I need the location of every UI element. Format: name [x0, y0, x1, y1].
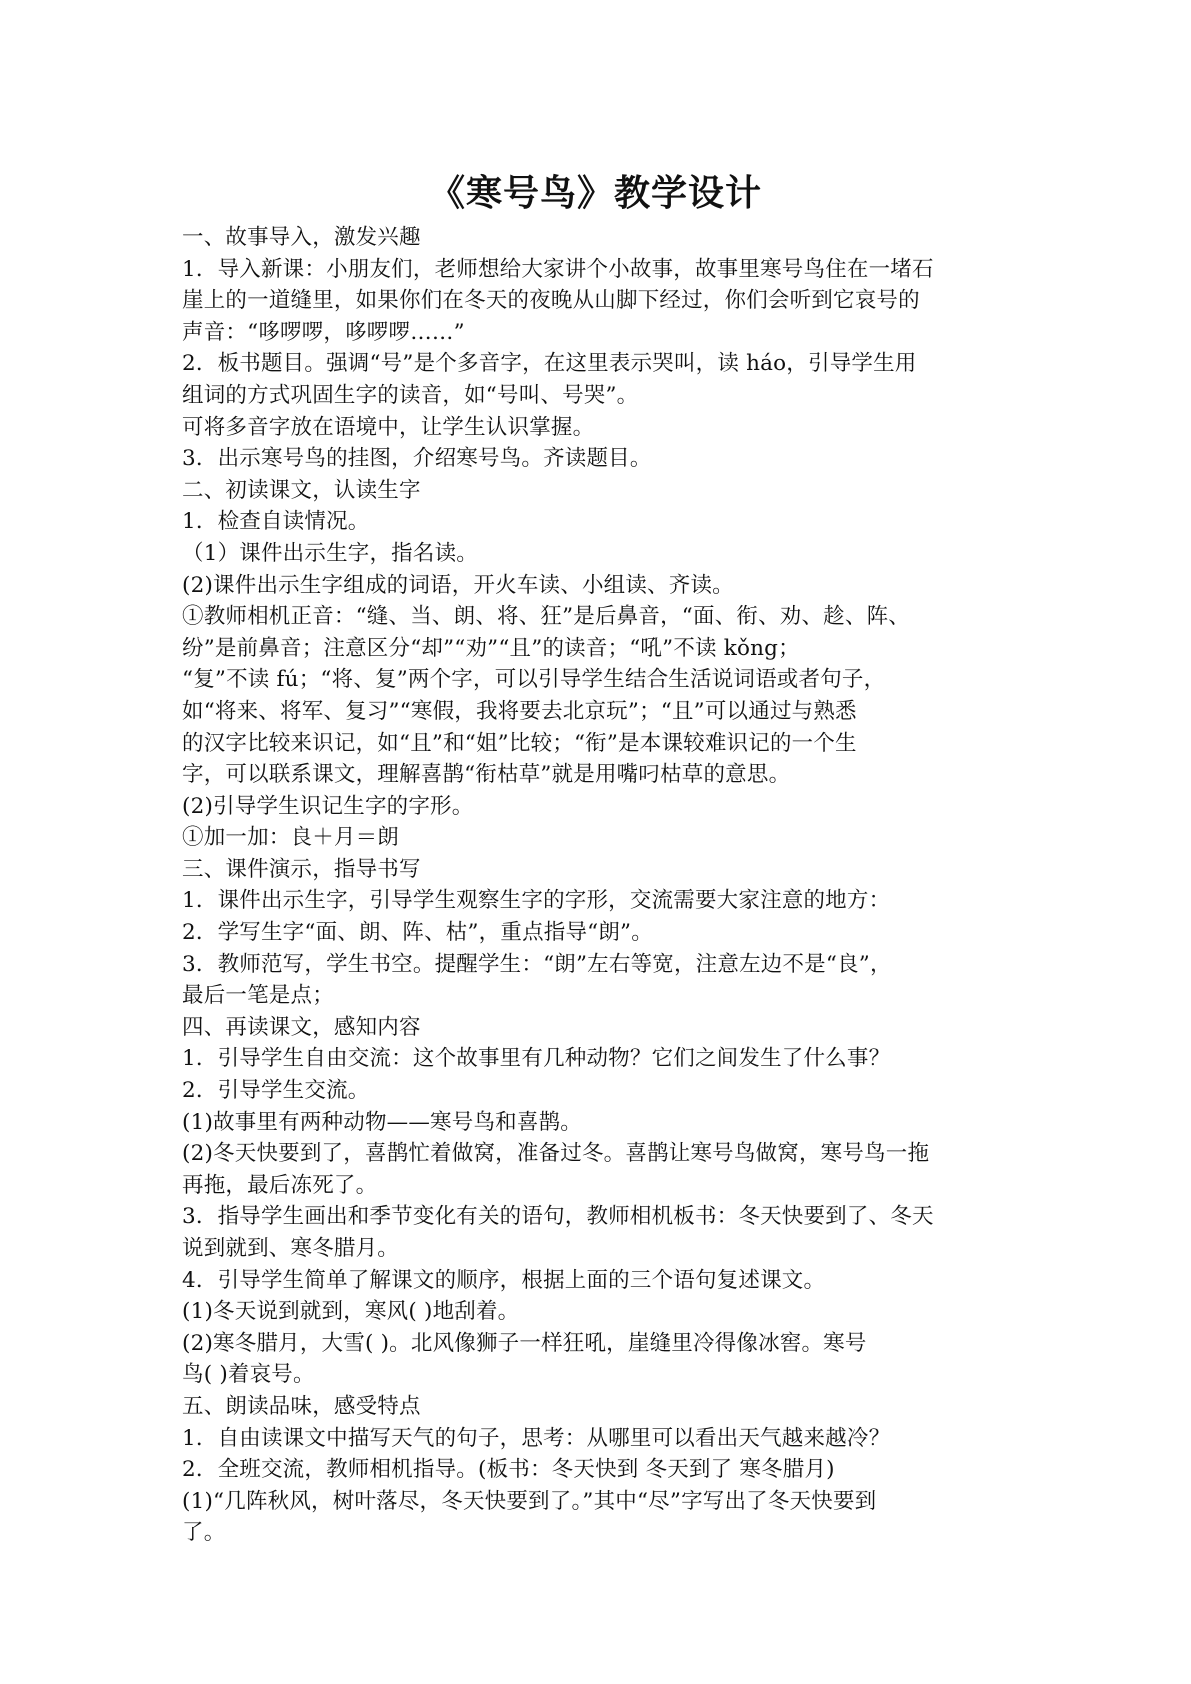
- text-line: 五、朗读品味，感受特点: [182, 1393, 421, 1419]
- text-line: 可将多音字放在语境中，让学生认识掌握。: [182, 414, 595, 440]
- text-line: 鸟( )着哀号。: [182, 1362, 315, 1388]
- text-line: 3．出示寒号鸟的挂图，介绍寒号鸟。齐读题目。: [182, 446, 652, 472]
- text-line: (1)故事里有两种动物——寒号鸟和喜鹊。: [182, 1109, 582, 1135]
- text-line: (1)“几阵秋风，树叶落尽，冬天快要到了。”其中“尽”字写出了冬天快要到: [182, 1488, 877, 1514]
- text-line: 三、课件演示，指导书写: [182, 856, 421, 882]
- document-body: [182, 222, 1018, 1549]
- text-line: 2．学写生字“面、朗、阵、枯”，重点指导“朗”。: [182, 920, 653, 946]
- text-line: 3．指导学生画出和季节变化有关的语句，教师相机板书：冬天快要到了、冬天: [182, 1204, 934, 1230]
- text-line: 1．导入新课：小朋友们，老师想给大家讲个小故事，故事里寒号鸟住在一堵石: [182, 256, 934, 282]
- text-line: ①教师相机正音：“缝、当、朗、将、狂”是后鼻音，“面、衔、劝、趁、阵、: [182, 604, 910, 630]
- text-line: 1．课件出示生字，引导学生观察生字的字形，交流需要大家注意的地方：: [182, 888, 891, 914]
- text-line: 字，可以联系课文，理解喜鹊“衔枯草”就是用嘴叼枯草的意思。: [182, 762, 791, 788]
- text-line: 1．检查自读情况。: [182, 509, 370, 535]
- text-line: 了。: [182, 1520, 226, 1546]
- text-line: (1)冬天说到就到，寒风( )地刮着。: [182, 1299, 520, 1325]
- text-line: 再拖，最后冻死了。: [182, 1172, 378, 1198]
- text-line: (2)冬天快要到了，喜鹊忙着做窝，准备过冬。喜鹊让寒号鸟做窝，寒号鸟一拖: [182, 1141, 930, 1167]
- text-line: 纷”是前鼻音；注意区分“却”“劝”“且”的读音；“吼”不读 kǒng；: [182, 635, 800, 661]
- text-line: 如“将来、将军、复习”“寒假，我将要去北京玩”；“且”可以通过与熟悉: [182, 698, 857, 724]
- text-line: （1）课件出示生字，指名读。: [182, 540, 478, 566]
- text-line: 2．全班交流，教师相机指导。(板书：冬天快到 冬天到了 寒冬腊月): [182, 1457, 835, 1483]
- text-line: 四、再读课文，感知内容: [182, 1014, 421, 1040]
- text-line: 2．引导学生交流。: [182, 1078, 370, 1104]
- text-line: 2．板书题目。强调“号”是个多音字，在这里表示哭叫，读 háo，引导学生用: [182, 351, 917, 377]
- text-line: 说到就到、寒冬腊月。: [182, 1236, 400, 1261]
- text-line: 二、初读课文，认读生字: [182, 477, 421, 503]
- text-line: 4．引导学生简单了解课文的顺序，根据上面的三个语句复述课文。: [182, 1267, 826, 1293]
- text-line: 1．引导学生自由交流：这个故事里有几种动物？它们之间发生了什么事？: [182, 1046, 891, 1072]
- text-line: “复”不读 fú；“将、复”两个字，可以引导学生结合生活说词语或者句子，: [182, 667, 886, 693]
- text-line: ①加一加：良＋月＝朗: [182, 825, 400, 851]
- text-line: (2)寒冬腊月，大雪( )。北风像狮子一样狂吼，崖缝里冷得像冰窖。寒号: [182, 1330, 867, 1356]
- text-line: 最后一笔是点；: [182, 983, 334, 1009]
- text-line: 一、故事导入，激发兴趣: [182, 225, 421, 250]
- text-line: 声音：“哆啰啰，哆啰啰……”: [182, 319, 465, 345]
- text-line: 的汉字比较来识记，如“且”和“姐”比较；“衔”是本课较难识记的一个生: [182, 730, 857, 756]
- text-line: 组词的方式巩固生字的读音，如“号叫、号哭”。: [182, 382, 639, 408]
- document-title: 《寒号鸟》教学设计: [428, 173, 762, 214]
- text-line: (2)课件出示生字组成的词语，开火车读、小组读、齐读。: [182, 572, 734, 598]
- text-line: (2)引导学生识记生字的字形。: [182, 793, 474, 819]
- text-line: 3．教师范写，学生书空。提醒学生：“朗”左右等宽，注意左边不是“良”，: [182, 951, 892, 977]
- text-line: 崖上的一道缝里，如果你们在冬天的夜晚从山脚下经过，你们会听到它哀号的: [182, 288, 920, 314]
- text-line: 1．自由读课文中描写天气的句子，思考：从哪里可以看出天气越来越冷？: [182, 1425, 891, 1451]
